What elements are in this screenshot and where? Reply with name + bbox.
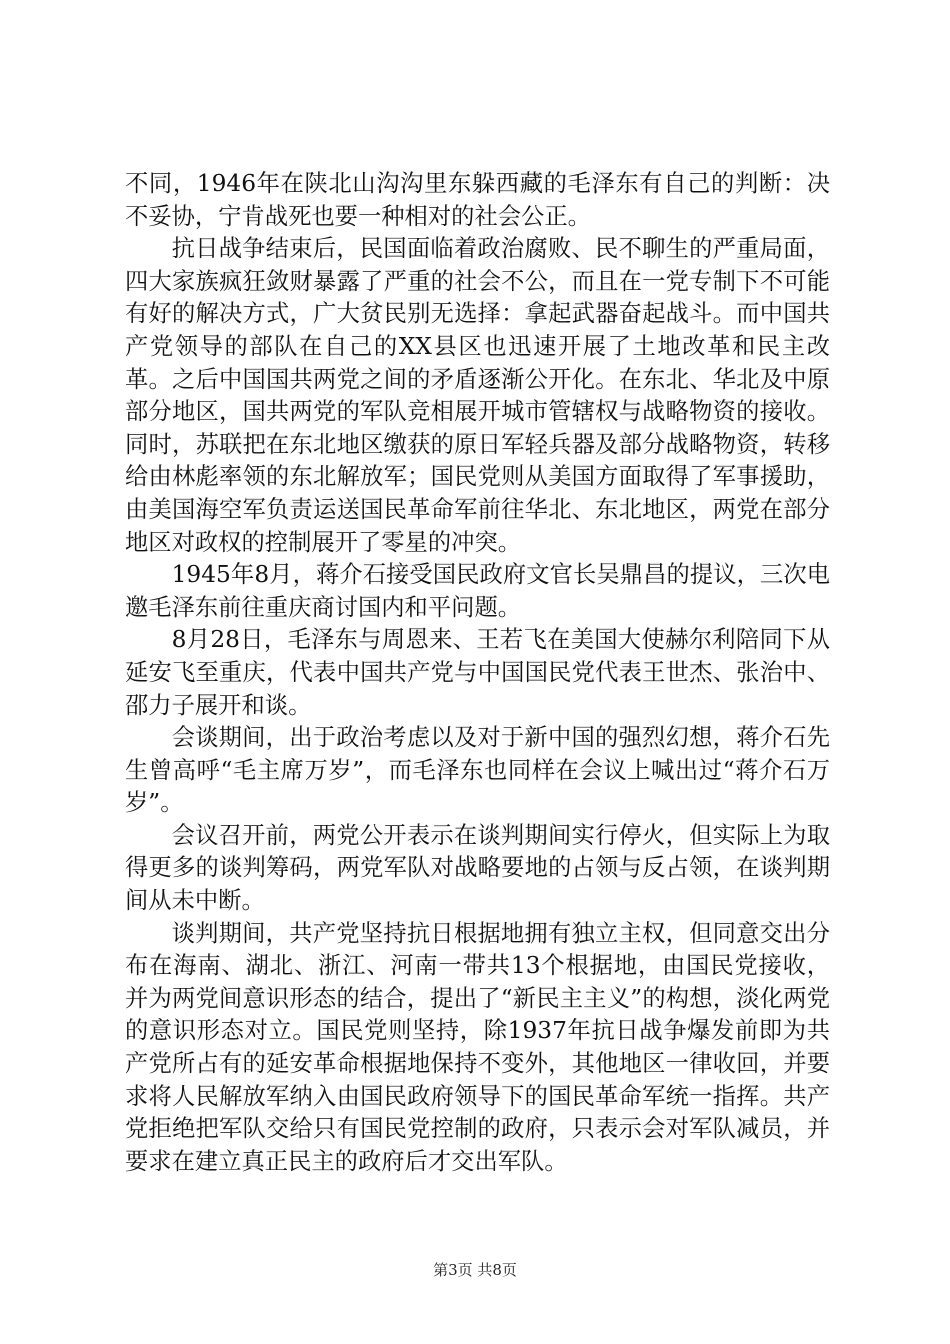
paragraph-5: 会谈期间，出于政治考虑以及对于新中国的强烈幻想，蒋介石先生曾高呼“毛主席万岁”，而毛泽东也同样在会议上喊出过“蒋介石万岁”。 — [125, 724, 830, 817]
paragraph-7: 谈判期间，共产党坚持抗日根据地拥有独立主权，但同意交出分布在海南、湖北、浙江、河南一带共13个根据地，由国民党接收，并为两党间意识形态的结合，提出了“新民主主义”的构想，淡化两党的意识形态对立。国民党则坚持，除1937年抗日战争爆发前即为共产党所占有的延安革命根据地保持不变外，其他地区一律收回，并要求将人民解放军纳入由国民政府领导下的国民革命军统一指挥。共产党拒绝把军队交给只有国民党控制的政府，只表示会对军队减员，并要求在建立真正民主的政府后才交出军队。 — [125, 919, 830, 1175]
document-body — [125, 168, 830, 1178]
paragraph-3: 1945年8月，蒋介石接受国民政府文官长吴鼎昌的提议，三次电邀毛泽东前往重庆商讨国内和平问题。 — [125, 561, 830, 621]
page-footer: 第3页 共8页 — [433, 1261, 517, 1279]
paragraph-4: 8月28日，毛泽东与周恩来、王若飞在美国大使赫尔利陪同下从延安飞至重庆，代表中国共产党与中国国民党代表王世杰、张治中、邵力子展开和谈。 — [125, 626, 830, 719]
paragraph-6: 会议召开前，两党公开表示在谈判期间实行停火，但实际上为取得更多的谈判筹码，两党军队对战略要地的占领与反占领，在谈判期间从未中断。 — [125, 821, 830, 915]
paragraph-2: 抗日战争结束后，民国面临着政治腐败、民不聊生的严重局面，四大家族疯狂敛财暴露了严重的社会不公，而且在一党专制下不可能有好的解决方式，广大贫民别无选择：拿起武器奋起战斗。而中国共产党领导的部队在自己的XX县区也迅速开展了土地改革和民主改革。之后中国国共两党之间的矛盾逐渐公开化。在东北、华北及中原部分地区，国共两党的军队竞相展开城市管辖权与战略物资的接收。同时，苏联把在东北地区缴获的原日军轻兵器及部分战略物资，转移给由林彪率领的东北解放军；国民党则从美国方面取得了军事援助，由美国海空军负责运送国民革命军前往华北、东北地区，两党在部分地区对政权的控制展开了零星的冲突。 — [125, 235, 830, 556]
paragraph-1: 不同，1946年在陕北山沟沟里东躲西藏的毛泽东有自己的判断：决不妥协，宁肯战死也要一种相对的社会公正。 — [125, 170, 830, 230]
